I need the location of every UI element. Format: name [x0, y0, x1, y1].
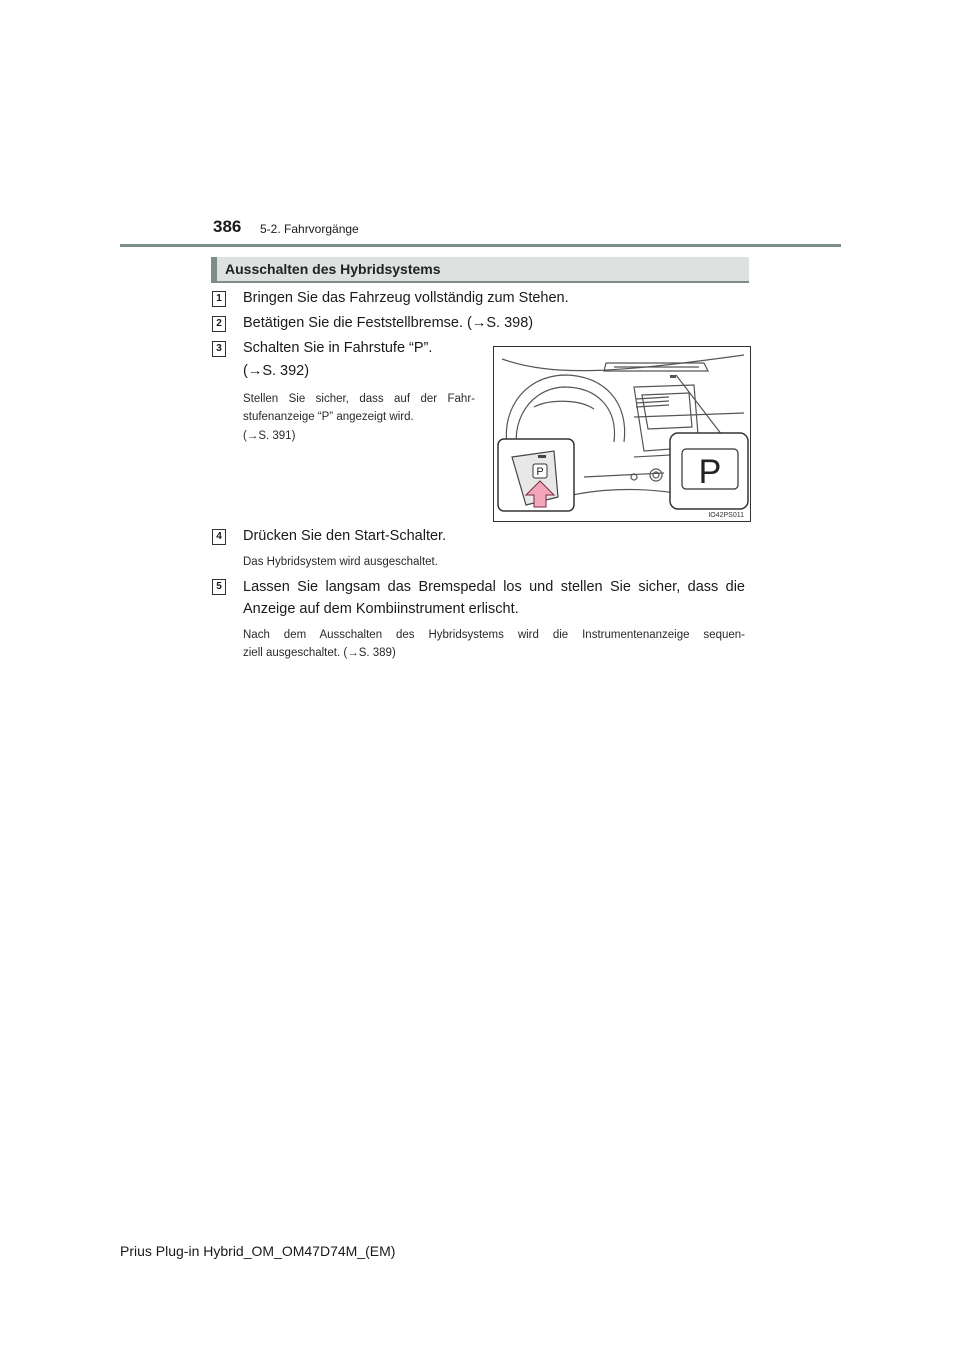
- step-note-3-line2: stufenanzeige “P” angezeigt wird.: [243, 411, 414, 423]
- section-bar-accent: [211, 257, 217, 283]
- step-text-3-line1: Schalten Sie in Fahrstufe “P”.: [243, 340, 433, 356]
- step-note-4: Das Hybridsystem wird ausgeschaltet.: [243, 556, 438, 568]
- step-text-2: Betätigen Sie die Feststellbremse. (→S. 398): [243, 315, 534, 331]
- step-number-4: 4: [212, 529, 226, 545]
- step-note-5-line1: Nach dem Ausschalten des Hybridsystems wird die Instrumentenanzeige sequen-: [243, 629, 745, 641]
- step-text-4: Drücken Sie den Start-Schalter.: [243, 528, 447, 544]
- header-rule: [120, 244, 841, 247]
- step-text-3-line2: (→S. 392): [243, 363, 310, 379]
- step-note-5-line2: ziell ausgeschaltet. (→S. 389): [243, 647, 396, 659]
- step-note-3-line1: Stellen Sie sicher, dass auf der Fahr-: [243, 393, 475, 405]
- image-code: IO42PS011: [708, 512, 744, 519]
- step-number-2: 2: [212, 316, 226, 332]
- step-number-1: 1: [212, 291, 226, 307]
- shift-p-letter: P: [536, 466, 544, 478]
- step-note-3-line3: (→S. 391): [243, 430, 296, 442]
- step-text-5-line2: Anzeige auf dem Kombiinstrument erlischt.: [243, 601, 519, 617]
- footer-manual-id: Prius Plug-in Hybrid_OM_OM47D74M_(EM): [120, 1243, 396, 1259]
- step-text-1: Bringen Sie das Fahrzeug vollständig zum Stehen.: [243, 290, 569, 306]
- indicator-mark: [670, 375, 676, 378]
- section-title: Ausschalten des Hybridsystems: [225, 261, 441, 277]
- step-number-3: 3: [212, 341, 226, 357]
- p-display-letter: P: [698, 453, 722, 491]
- page-number: 386: [213, 217, 242, 236]
- dashboard-drawing: [494, 347, 750, 521]
- step-text-5-line1: Lassen Sie langsam das Bremspedal los und stellen Sie sicher, dass die: [243, 579, 745, 595]
- dashboard-illustration: [493, 346, 751, 522]
- section-heading: 5-2. Fahrvorgänge: [260, 222, 359, 236]
- section-title-bar: [211, 257, 749, 283]
- step-number-5: 5: [212, 579, 226, 595]
